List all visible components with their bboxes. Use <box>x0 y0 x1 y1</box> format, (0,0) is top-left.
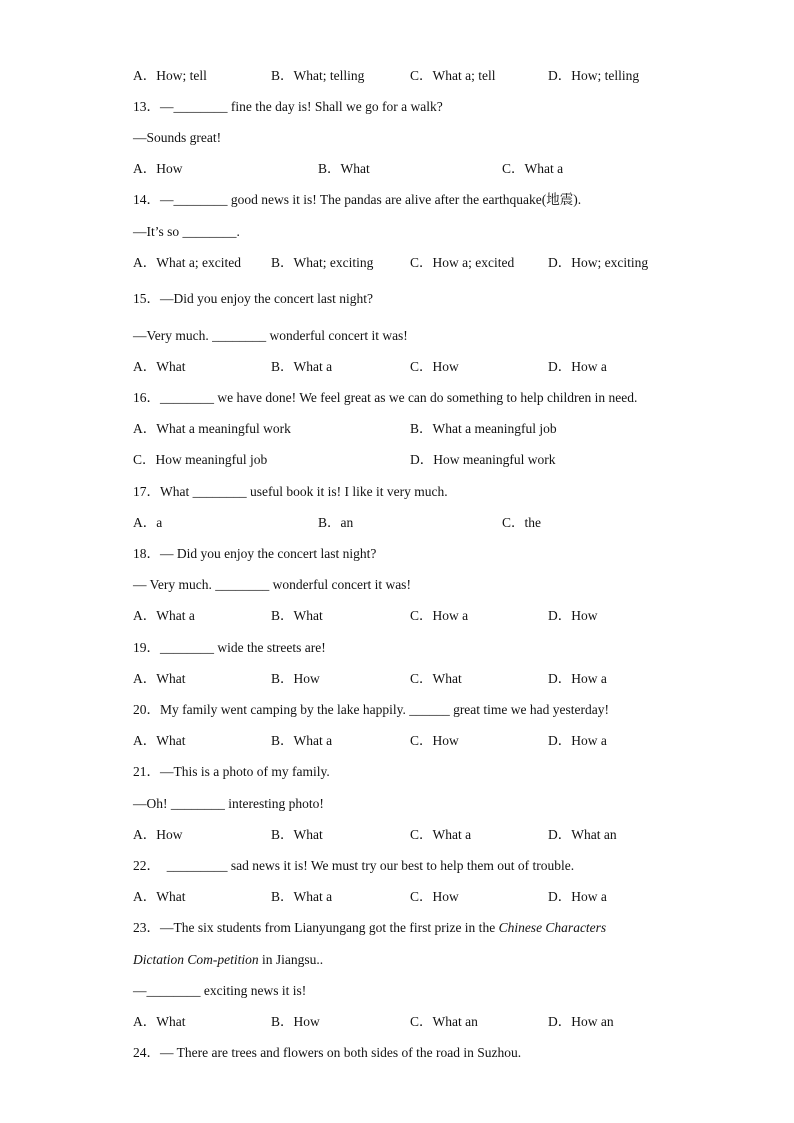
q22-option-b: B．What a <box>271 889 333 904</box>
q17-stem: 17．What ________ useful book it is! I like it very much. <box>133 484 448 499</box>
q22-option-d: D．How a <box>548 889 607 904</box>
q18-option-c: C．How a <box>410 608 469 623</box>
q22-stem: 22． _________ sad news it is! We must try our best to help them out of trouble. <box>133 858 575 873</box>
q15-option-a: A．What <box>133 359 186 374</box>
q20-option-b: B．What a <box>271 733 333 748</box>
q16-stem: 16．________ we have done! We feel great as we can do something to help children in need. <box>133 390 638 405</box>
q18-stem: 18．— Did you enjoy the concert last night? <box>133 546 377 561</box>
q21-reply: —Oh! ________ interesting photo! <box>133 796 324 811</box>
q17-option-b: B．an <box>318 515 354 530</box>
q20-option-d: D．How a <box>548 733 607 748</box>
q19-option-c: C．What <box>410 671 462 686</box>
q23-stem-line2 <box>133 951 323 969</box>
q22-option-a: A．What <box>133 889 186 904</box>
q21-option-c: C．What a <box>410 827 472 842</box>
q20-option-c: C．How <box>410 733 459 748</box>
q23-reply: —________ exciting news it is! <box>133 983 307 998</box>
q12-option-c: C．What a; tell <box>410 68 496 83</box>
q14-option-a: A．What a; excited <box>133 255 241 270</box>
q21-option-a: A．How <box>133 827 183 842</box>
q23-contest-name-part1: Chinese Characters <box>498 920 607 935</box>
q16-option-b: B．What a meaningful job <box>410 421 557 436</box>
q18-reply: — Very much. ________ wonderful concert it was! <box>133 577 411 592</box>
q17-option-c: C．the <box>502 515 541 530</box>
q24-stem: 24．— There are trees and flowers on both sides of the road in Suzhou. <box>133 1045 522 1060</box>
q20-stem: 20．My family went camping by the lake happily. ______ great time we had yesterday! <box>133 702 609 717</box>
q23-contest-name-part2: Dictation Com-petition <box>133 952 259 967</box>
q17-option-a: A．a <box>133 515 163 530</box>
q15-option-c: C．How <box>410 359 459 374</box>
q14-option-d: D．How; exciting <box>548 255 649 270</box>
q12-option-b: B．What; telling <box>271 68 365 83</box>
q12-option-a: A．How; tell <box>133 68 207 83</box>
q21-option-b: B．What <box>271 827 323 842</box>
q18-option-d: D．How <box>548 608 598 623</box>
q16-option-d: D．How meaningful work <box>410 452 556 467</box>
q14-reply: —It’s so ________. <box>133 224 240 239</box>
q12-option-d: D．How; telling <box>548 68 640 83</box>
q19-stem: 19．________ wide the streets are! <box>133 640 326 655</box>
q23-option-b: B．How <box>271 1014 320 1029</box>
q13-stem: 13．—________ fine the day is! Shall we go for a walk? <box>133 99 443 114</box>
q15-option-d: D．How a <box>548 359 607 374</box>
q23-stem-tail: in Jiangsu.. <box>258 952 324 967</box>
q14-stem: 14．—________ good news it is! The pandas are alive after the earthquake(地震). <box>133 192 582 207</box>
q18-option-a: A．What a <box>133 608 195 623</box>
q21-stem: 21．—This is a photo of my family. <box>133 764 330 779</box>
q13-option-c: C．What a <box>502 161 564 176</box>
q15-reply: —Very much. ________ wonderful concert it was! <box>133 328 408 343</box>
q19-option-b: B．How <box>271 671 320 686</box>
q23-option-d: D．How an <box>548 1014 614 1029</box>
q23-stem <box>133 919 606 937</box>
q20-option-a: A．What <box>133 733 186 748</box>
q15-option-b: B．What a <box>271 359 333 374</box>
q15-stem: 15．—Did you enjoy the concert last night? <box>133 291 373 306</box>
q21-option-d: D．What an <box>548 827 617 842</box>
q14-option-c: C．How a; excited <box>410 255 515 270</box>
q23-option-a: A．What <box>133 1014 186 1029</box>
q16-option-a: A．What a meaningful work <box>133 421 291 436</box>
q19-option-a: A．What <box>133 671 186 686</box>
q13-option-b: B．What <box>318 161 370 176</box>
q23-option-c: C．What an <box>410 1014 478 1029</box>
q18-option-b: B．What <box>271 608 323 623</box>
q13-reply: —Sounds great! <box>133 130 222 145</box>
q13-option-a: A．How <box>133 161 183 176</box>
q19-option-d: D．How a <box>548 671 607 686</box>
q14-option-b: B．What; exciting <box>271 255 374 270</box>
q22-option-c: C．How <box>410 889 459 904</box>
q16-option-c: C．How meaningful job <box>133 452 268 467</box>
q23-stem-text: 23．—The six students from Lianyungang got the first prize in the <box>133 920 499 935</box>
